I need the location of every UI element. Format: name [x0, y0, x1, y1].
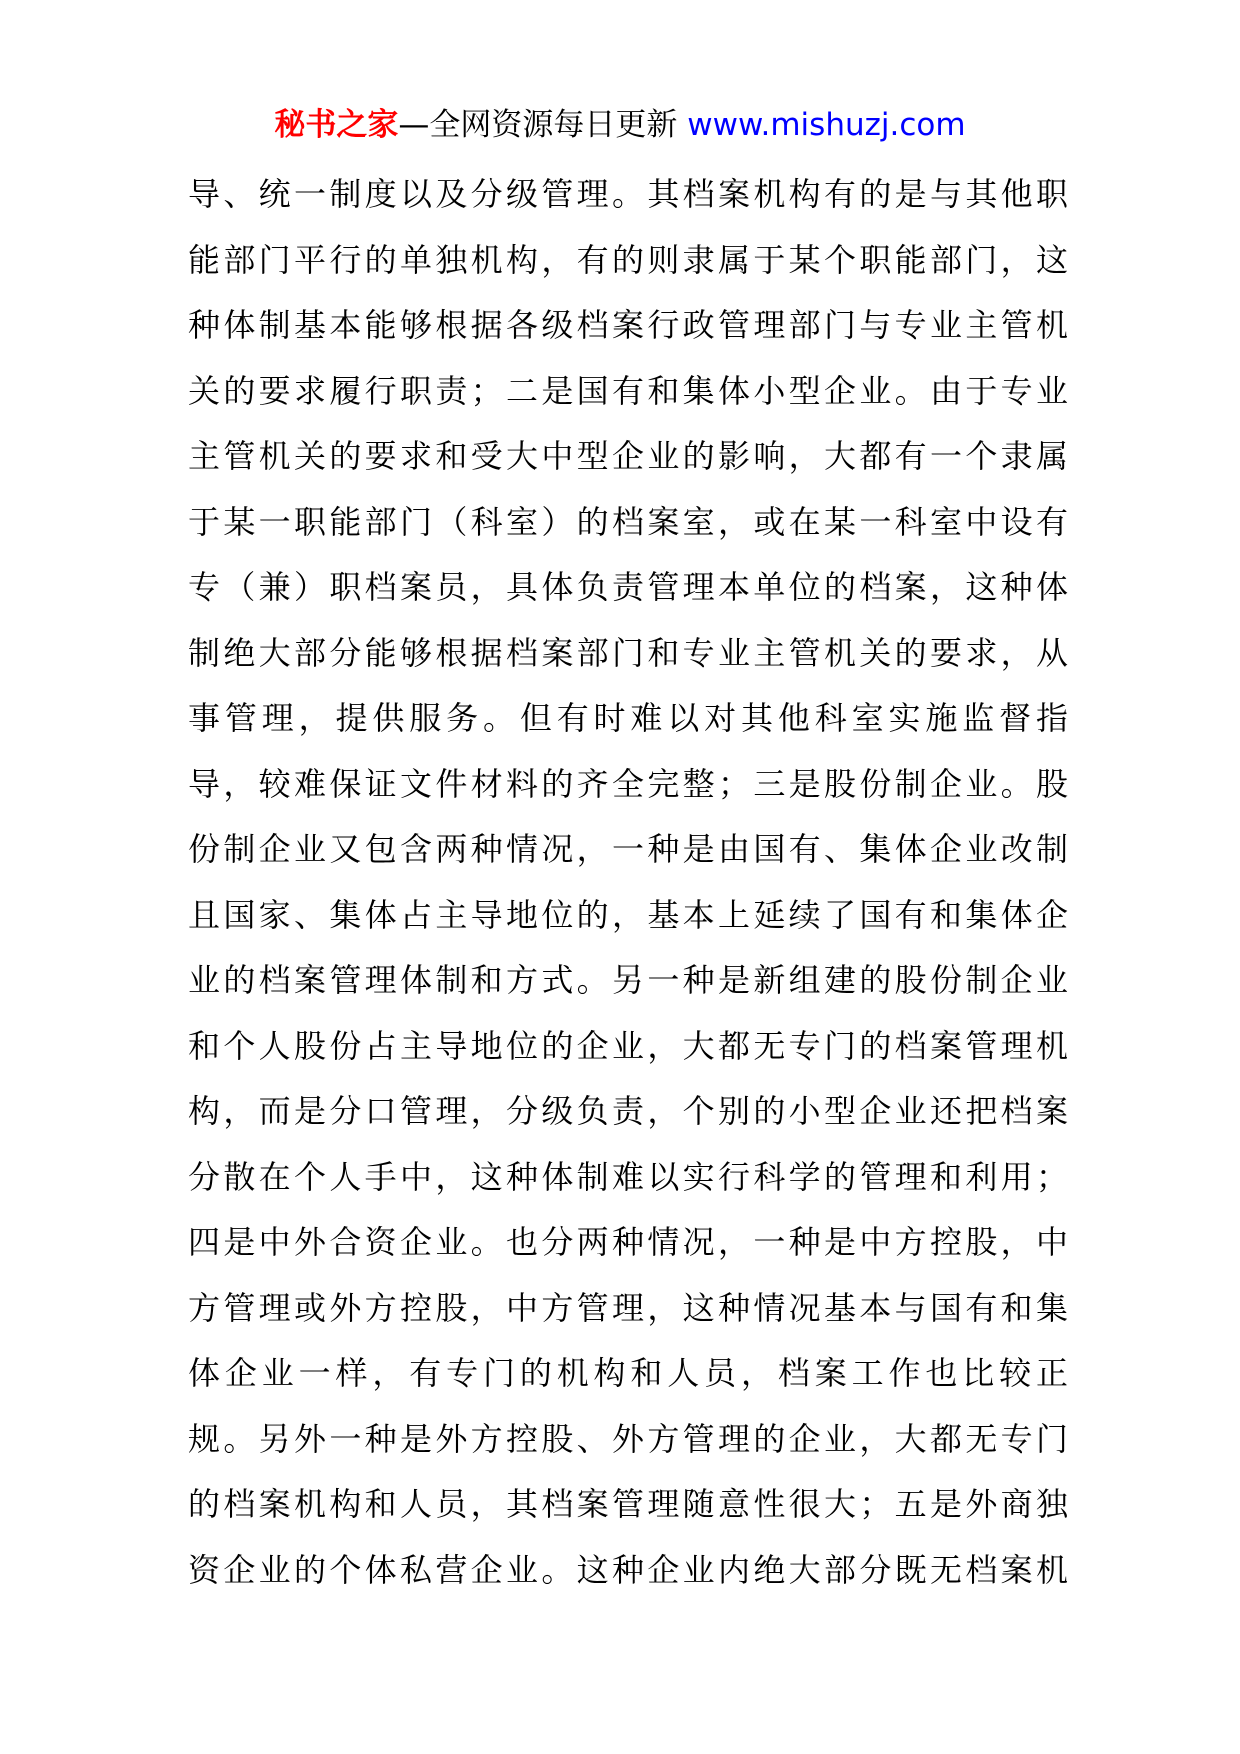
text-line: 份制企业又包含两种情况，一种是由国有、集体企业改制 [188, 830, 1068, 868]
text-line: 主管机关的要求和受大中型企业的影响，大都有一个隶属 [188, 437, 1068, 475]
text-line: 构，而是分口管理，分级负责，个别的小型企业还把档案 [188, 1092, 1068, 1130]
site-tagline: —全网资源每日更新 [398, 107, 688, 143]
site-brand: 秘书之家 [274, 107, 399, 143]
document-body [188, 162, 1068, 1603]
text-line: 的档案机构和人员，其档案管理随意性很大；五是外商独 [188, 1485, 1068, 1523]
text-line: 且国家、集体占主导地位的，基本上延续了国有和集体企 [188, 895, 1068, 934]
site-url-link[interactable]: www.mishuzj.com [687, 107, 966, 143]
text-line: 资企业的个体私营企业。这种企业内绝大部分既无档案机 [188, 1550, 1068, 1589]
text-line: 和个人股份占主导地位的企业，大都无专门的档案管理机 [188, 1026, 1068, 1065]
text-line: 业的档案管理体制和方式。另一种是新组建的股份制企业 [188, 961, 1068, 999]
site-header [0, 98, 1240, 152]
text-line: 分散在个人手中，这种体制难以实行科学的管理和利用； [188, 1157, 1068, 1196]
text-line: 事管理，提供服务。但有时难以对其他科室实施监督指 [188, 699, 1068, 737]
text-line: 专（兼）职档案员，具体负责管理本单位的档案，这种体 [188, 568, 1068, 606]
text-line: 于某一职能部门（科室）的档案室，或在某一科室中设有 [188, 502, 1068, 541]
text-line: 导，较难保证文件材料的齐全完整；三是股份制企业。股 [188, 764, 1068, 803]
text-line: 导、统一制度以及分级管理。其档案机构有的是与其他职 [188, 175, 1068, 213]
text-line: 种体制基本能够根据各级档案行政管理部门与专业主管机 [188, 306, 1068, 344]
text-line: 关的要求履行职责；二是国有和集体小型企业。由于专业 [188, 371, 1068, 410]
text-line: 制绝大部分能够根据档案部门和专业主管机关的要求，从 [188, 633, 1068, 672]
text-line: 四是中外合资企业。也分两种情况，一种是中方控股，中 [188, 1223, 1068, 1261]
text-line: 方管理或外方控股，中方管理，这种情况基本与国有和集 [188, 1288, 1068, 1327]
text-line: 能部门平行的单独机构，有的则隶属于某个职能部门，这 [188, 240, 1068, 279]
text-line: 体企业一样，有专门的机构和人员，档案工作也比较正 [188, 1354, 1068, 1392]
text-line: 规。另外一种是外方控股、外方管理的企业，大都无专门 [188, 1419, 1068, 1458]
